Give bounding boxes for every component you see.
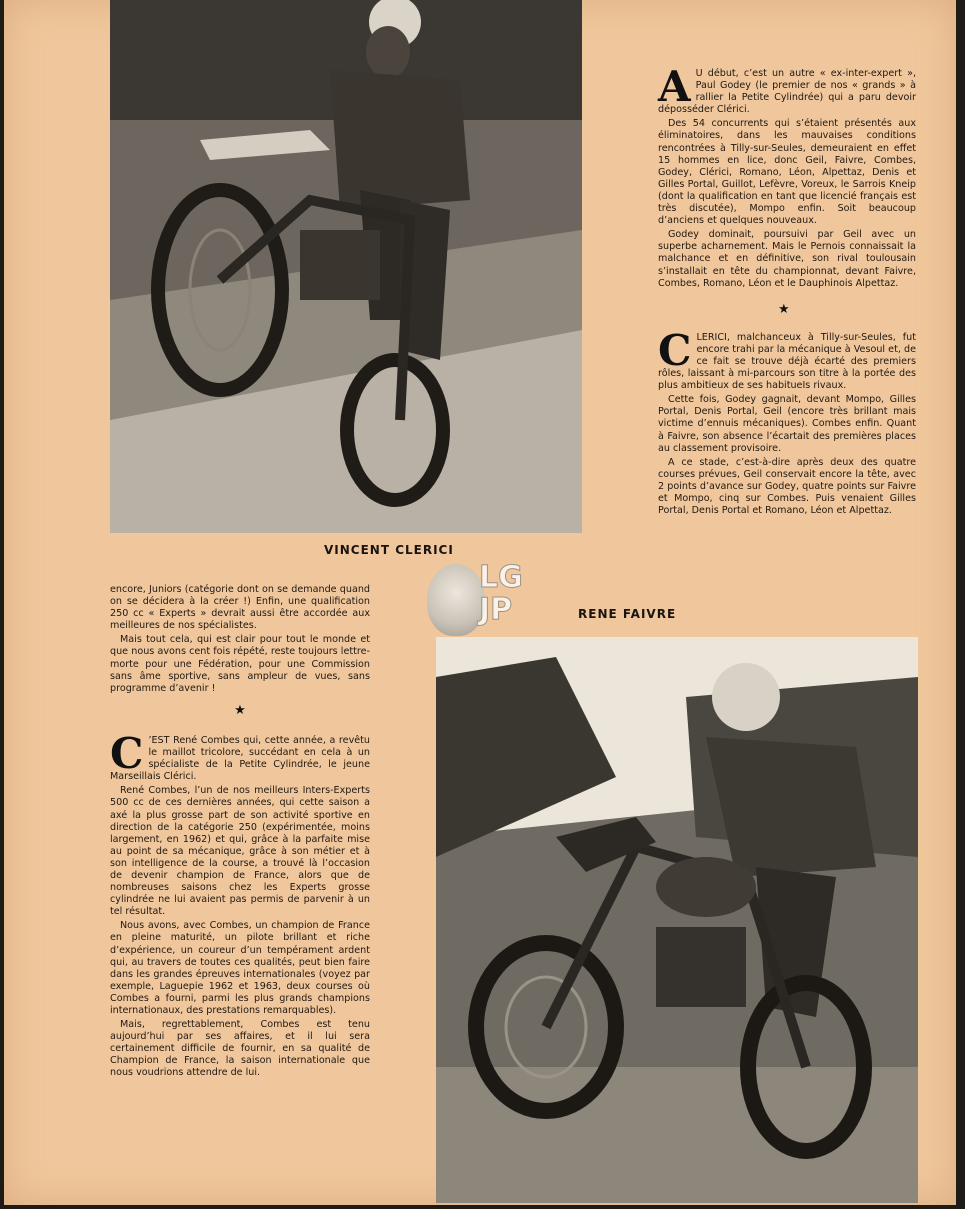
photo-caption-clerici: VINCENT CLERICI: [324, 543, 454, 557]
article-column-right: [658, 62, 916, 519]
drop-cap: A: [658, 62, 691, 111]
photo-caption-faivre: RENE FAIVRE: [578, 607, 677, 621]
portrait-icon: [427, 564, 485, 636]
photo-rene-faivre: [436, 637, 918, 1203]
star-separator: ★: [778, 301, 790, 317]
paragraph: Nous avons, avec Combes, un champion de France en pleine maturité, un pilote brillant et riche d’expérience, un coureur d’un tempérament ardent qui, au travers de toutes ces qualités, peut bien faire dans les grandes épreuves internationales (voyez par exemple, Laguepie 1962 et 1963, deux courses où Combes a fourni, parmi les plus grands champions internationaux, des prestations remarquables).: [110, 920, 370, 1016]
magazine-page: [4, 0, 956, 1205]
star-separator: ★: [234, 702, 246, 718]
drop-cap: C: [658, 325, 692, 375]
lgjp-logo: [427, 562, 547, 638]
photo-vincent-clerici: [110, 0, 582, 533]
drop-cap: C: [110, 728, 144, 778]
paragraph: Mais, regrettablement, Combes est tenu aujourd’hui par ses affaires, et il lui sera certainement difficile de fournir, en sa qualité de Champion de France, la saison internationale que nous voudrions attendre de lui.: [110, 1019, 370, 1079]
logo-text: LG JP: [479, 560, 523, 627]
article-column-left: [110, 584, 370, 1082]
paragraph: A U début, c’est un autre « ex-inter-expert », Paul Godey (le premier de nos « grands » à rallier la Petite Cylindrée) qui a paru devoir déposséder Clérici.: [658, 62, 916, 116]
paragraph: Mais tout cela, qui est clair pour tout le monde et que nous avons cent fois répété, reste toujours lettre-morte pour une Fédération, pour une Commission sans âme sportive, sans ampleur de vues, sans programme d’avenir !: [110, 634, 370, 694]
paragraph: Cette fois, Godey gagnait, devant Mompo, Gilles Portal, Denis Portal, Geil (encore très brillant mais victime d’ennuis mécaniques). Combes enfin. Quant à Faivre, son absence l’écartait des premières places au classement provisoire.: [658, 394, 916, 454]
paragraph: CLERICI, malchanceux à Tilly-sur-Seules, fut encore trahi par la mécanique à Vesoul et, de ce fait se trouve déjà écarté des premiers rôles, laissant à mi-parcours son titre à la portée des plus ambitieux de ses habitueIs rivaux.: [658, 325, 916, 392]
paragraph: C ’EST René Combes qui, cette année, a revêtu le maillot tricolore, succédant en cela à un spécialiste de la Petite Cylindrée, le jeune Marseillais Clérici.: [110, 728, 370, 783]
paragraph: Des 54 concurrents qui s’étaient présentés aux éliminatoires, dans les mauvaises conditions rencontrées à Tilly-sur-Seules, demeuraient en effet 15 hommes en lice, donc Geil, Faivre, Combes, Godey, Clérici, Romano, Léon, Alpettaz, Denis et Gilles Portal, Guillot, Lefèvre, Voreux, le Sarrois Kneip (dont la qualification en tant que licencié français est très discutée), Mompo enfin. Soit beaucoup d’anciens et quelques nouveaux.: [658, 118, 916, 227]
paragraph: Godey dominait, poursuivi par Geil avec un superbe acharnement. Mais le Pernois connaissait la malchance et en définitive, son rival toulousain s’installait en tête du championnat, devant Faivre, Combes, Romano, Léon et le Dauphinois Alpettaz.: [658, 229, 916, 289]
paragraph: René Combes, l’un de nos meilleurs Inters-Experts 500 cc de ces dernières années, qui cette saison a axé la plus grosse part de son activité sportive en direction de la catégorie 250 (expérimentée, moins largement, en 1962) et qui, grâce à la parfaite mise au point de sa mécanique, grâce à son métier et à son intelligence de la course, a trouvé là l’occasion de devenir champion de France, alors que de nombreuses saisons chez les Experts grosse cylindrée ne lui avaient pas permis de parvenir à un tel résultat.: [110, 785, 370, 918]
paragraph: encore, Juniors (catégorie dont on se demande quand on se décidera à la créer !) Enfin, une qualification 250 cc « Experts » devrait aussi être accordée aux meilleures de nos spécialistes.: [110, 584, 370, 632]
paragraph: A ce stade, c’est-à-dire après deux des quatre courses prévues, Geil conservait encore la tête, avec 2 points d’avance sur Godey, quatre points sur Faivre et Mompo, cinq sur Combes. Puis venaient Gilles Portal, Denis Portal et Romano, Léon et Alpettaz.: [658, 456, 916, 517]
